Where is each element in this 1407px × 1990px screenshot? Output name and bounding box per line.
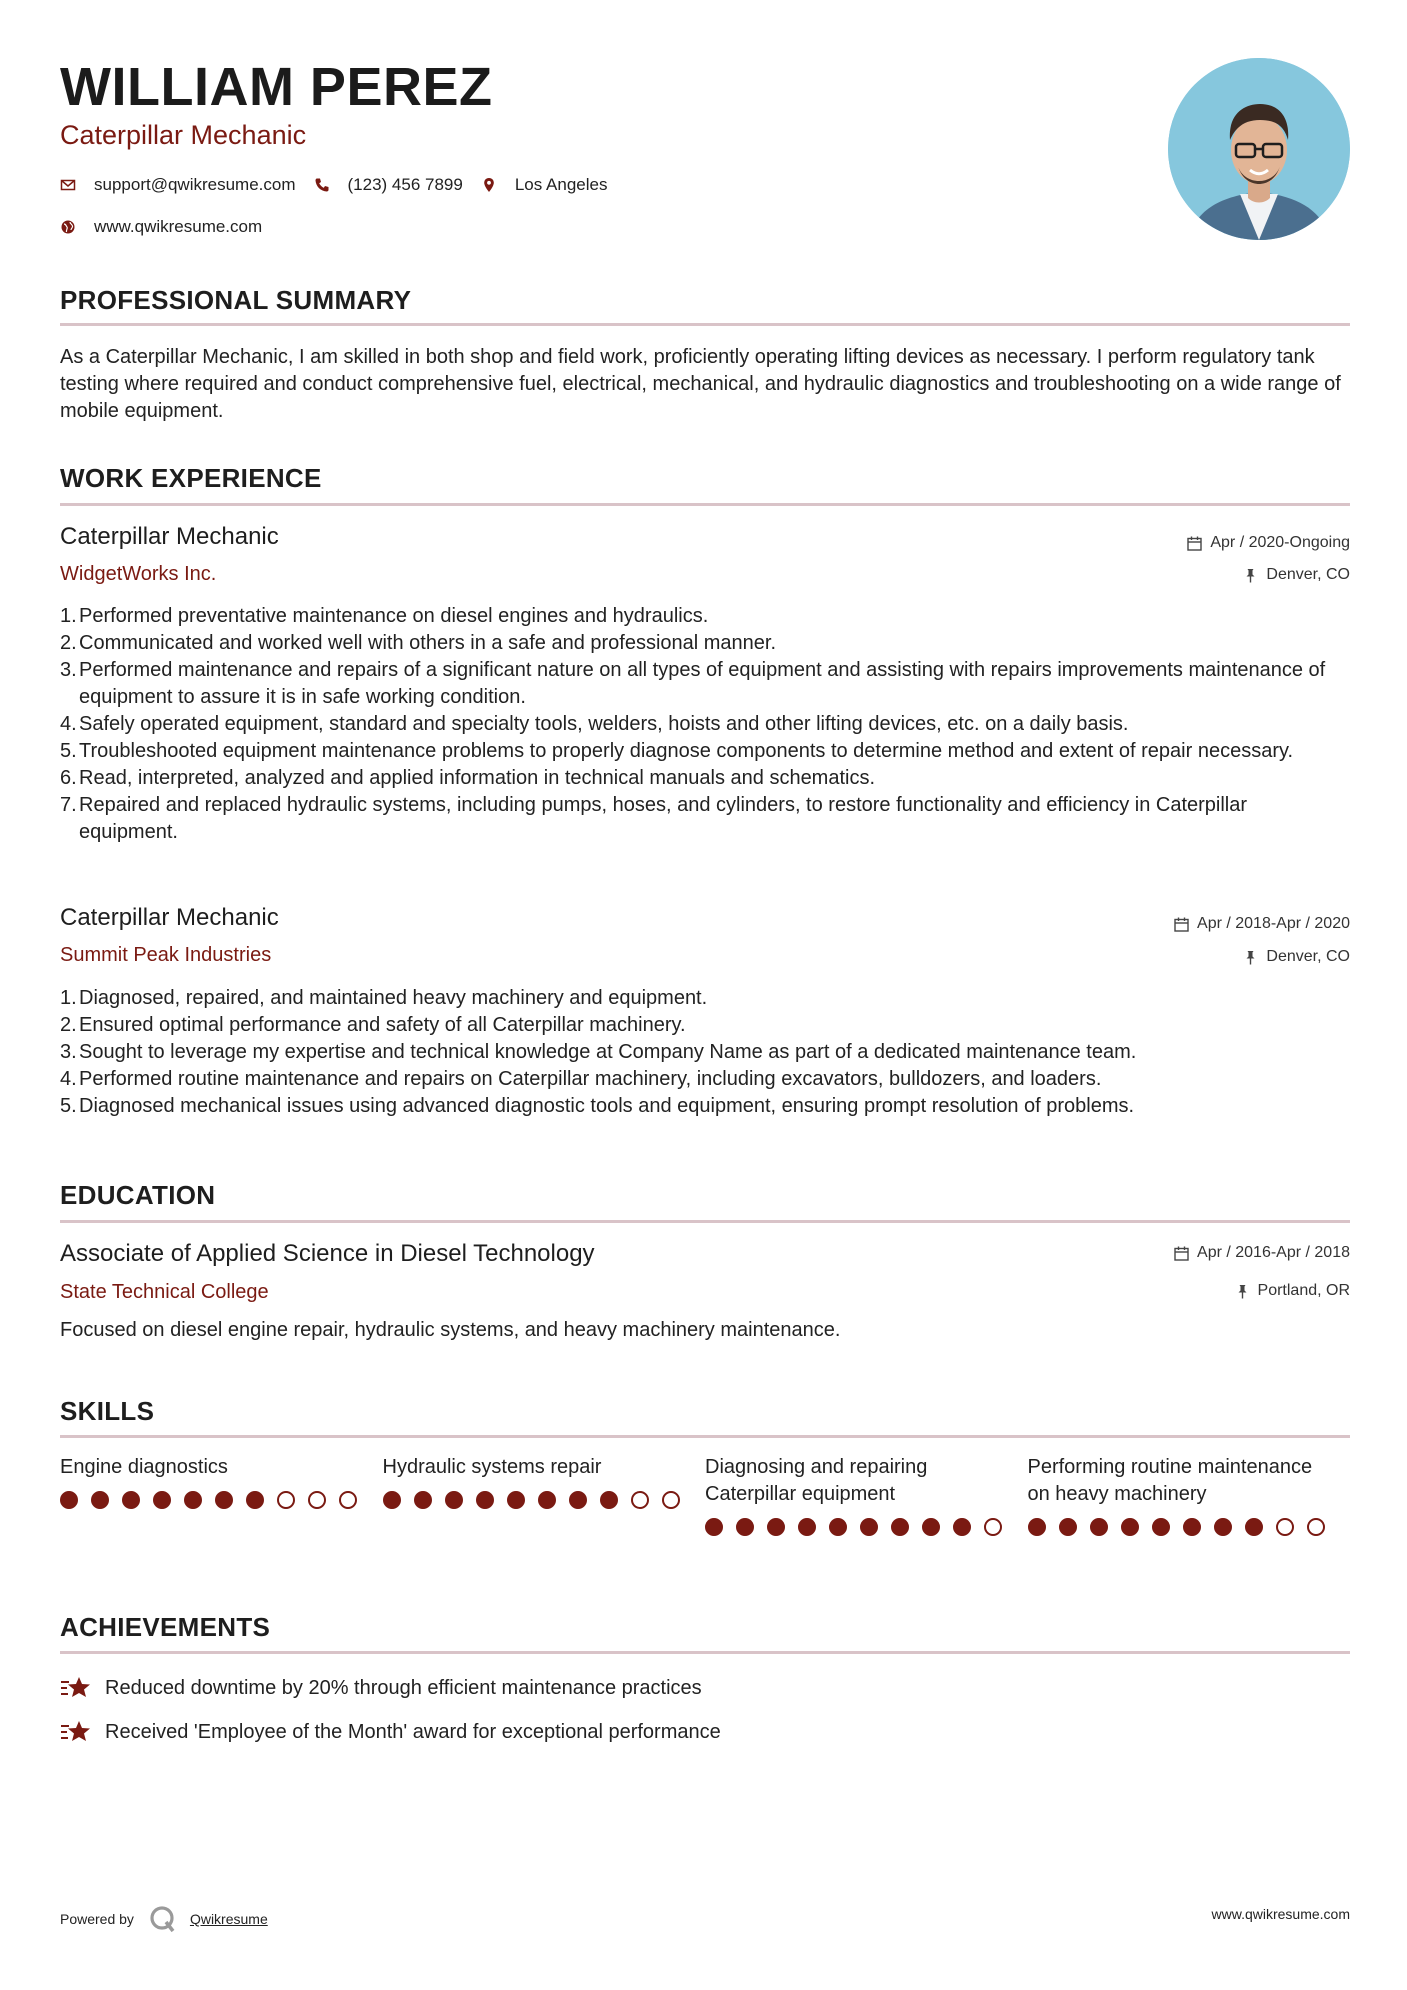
website-link[interactable]: www.qwikresume.com [94, 217, 263, 236]
job-title: Caterpillar Mechanic [60, 904, 279, 931]
pushpin-icon [1235, 1284, 1250, 1299]
rating-dot-filled [1028, 1518, 1046, 1536]
section-divider [60, 1651, 1350, 1654]
rating-dot-empty [339, 1491, 357, 1509]
job-title: Caterpillar Mechanic [60, 523, 279, 550]
brand-link[interactable]: Qwikresume [189, 1911, 268, 1927]
rating-dot-filled [215, 1491, 233, 1509]
job-location: Denver, CO [1243, 948, 1350, 966]
rating-dot-filled [445, 1491, 463, 1509]
skill-rating [1028, 1518, 1351, 1536]
list-item: 7. Repaired and replaced hydraulic systems, including pumps, hoses, and cylinders, to restore functionality and efficiency in Caterpillar equipment. [60, 794, 1248, 843]
calendar-icon [1174, 1246, 1189, 1261]
list-item: 4. Performed routine maintenance and repairs on Caterpillar machinery, including excavators, bulldozers, and loaders. [60, 1068, 1102, 1090]
skill-name: Performing routine maintenance on heavy machinery [1027, 1456, 1313, 1505]
list-item: 5. Diagnosed mechanical issues using advanced diagnostic tools and equipment, ensuring prompt resolution of problems. [60, 1095, 1135, 1117]
rating-dot-filled [600, 1491, 618, 1509]
skill-item [383, 1454, 706, 1536]
calendar-icon [1187, 536, 1202, 551]
email-icon [60, 177, 76, 193]
section-divider [60, 323, 1350, 326]
job-responsibilities [60, 603, 1350, 846]
rating-dot-filled [1245, 1518, 1263, 1536]
rating-dot-filled [538, 1491, 556, 1509]
section-divider [60, 503, 1350, 506]
list-item: 2. Communicated and worked well with others in a safe and professional manner. [60, 632, 777, 654]
list-item: 2. Ensured optimal performance and safety of all Caterpillar machinery. [60, 1014, 686, 1036]
rating-dot-empty [631, 1491, 649, 1509]
location-pin-icon [481, 177, 497, 193]
education-location: Portland, OR [1235, 1282, 1350, 1300]
rating-dot-empty [308, 1491, 326, 1509]
rating-dot-empty [984, 1518, 1002, 1536]
achievement-item: Received 'Employee of the Month' award for exceptional performance [60, 1718, 721, 1746]
summary-text: As a Caterpillar Mechanic, I am skilled in both shop and field work, proficiently operating lifting devices as necessary. I perform regulatory tank testing where required and conduct comprehensive fuel, electrical, mechanical, and hydraulic diagnostics and troubleshooting on a wide range of mobile equipment. [60, 346, 1341, 422]
skill-name: Engine diagnostics [60, 1456, 228, 1478]
rating-dot-filled [1121, 1518, 1139, 1536]
rating-dot-filled [184, 1491, 202, 1509]
skill-rating [383, 1491, 706, 1509]
company-name: WidgetWorks Inc. [60, 563, 217, 585]
pushpin-icon [1243, 950, 1258, 965]
calendar-icon [1174, 917, 1189, 932]
skills-heading: SKILLS [60, 1396, 155, 1426]
list-item: 5. Troubleshooted equipment maintenance problems to properly diagnose components to determine method and extent of repair necessary. [60, 740, 1294, 762]
summary-heading: PROFESSIONAL SUMMARY [60, 285, 412, 315]
rating-dot-filled [1214, 1518, 1232, 1536]
candidate-role: Caterpillar Mechanic [60, 120, 307, 150]
school-name: State Technical College [60, 1281, 269, 1303]
rating-dot-filled [1059, 1518, 1077, 1536]
rating-dot-filled [767, 1518, 785, 1536]
company-name: Summit Peak Industries [60, 944, 272, 966]
job-dates: Apr / 2020-Ongoing [1187, 534, 1350, 552]
qwikresume-logo-icon [148, 1904, 178, 1934]
rating-dot-filled [507, 1491, 525, 1509]
rating-dot-filled [476, 1491, 494, 1509]
footer-url[interactable]: www.qwikresume.com [1211, 1906, 1350, 1922]
education-heading: EDUCATION [60, 1180, 216, 1210]
list-item: 3. Performed maintenance and repairs of a significant nature on all types of equipment and assisting with repairs improvements maintenance of equipment to assure it is in safe working condition. [60, 659, 1326, 708]
rating-dot-filled [798, 1518, 816, 1536]
rating-dot-filled [1183, 1518, 1201, 1536]
rating-dot-empty [1307, 1518, 1325, 1536]
skill-item [60, 1454, 383, 1536]
list-item: 6. Read, interpreted, analyzed and applied information in technical manuals and schematics. [60, 767, 876, 789]
rating-dot-filled [1090, 1518, 1108, 1536]
skills-list [60, 1454, 1350, 1536]
rating-dot-filled [246, 1491, 264, 1509]
list-item: 3. Sought to leverage my expertise and technical knowledge at Company Name as part of a dedicated maintenance team. [60, 1041, 1137, 1063]
achievements-heading: ACHIEVEMENTS [60, 1612, 271, 1642]
powered-by-label: Powered by [60, 1911, 134, 1927]
skill-rating [705, 1518, 1028, 1536]
rating-dot-empty [662, 1491, 680, 1509]
list-item: 4. Safely operated equipment, standard and specialty tools, welders, hoists and other lifting devices, etc. on a daily basis. [60, 713, 1129, 735]
job-responsibilities [60, 985, 1350, 1120]
skill-rating [60, 1491, 383, 1509]
email-link[interactable]: support@qwikresume.com [94, 175, 296, 194]
phone-number: (123) 456 7899 [347, 175, 463, 194]
rating-dot-filled [60, 1491, 78, 1509]
rating-dot-filled [383, 1491, 401, 1509]
skill-item [1028, 1454, 1351, 1536]
achievement-item: Reduced downtime by 20% through efficient maintenance practices [60, 1674, 702, 1702]
job-location: Denver, CO [1243, 566, 1350, 584]
skill-name: Hydraulic systems repair [382, 1456, 602, 1478]
rating-dot-filled [736, 1518, 754, 1536]
rating-dot-filled [922, 1518, 940, 1536]
skill-name: Diagnosing and repairing Caterpillar equipment [705, 1456, 928, 1505]
rating-dot-filled [569, 1491, 587, 1509]
section-divider [60, 1435, 1350, 1438]
list-item: 1. Diagnosed, repaired, and maintained heavy machinery and equipment. [60, 987, 708, 1009]
rating-dot-filled [891, 1518, 909, 1536]
star-award-icon [60, 1718, 92, 1746]
section-divider [60, 1220, 1350, 1223]
rating-dot-empty [277, 1491, 295, 1509]
degree-title: Associate of Applied Science in Diesel Technology [60, 1240, 595, 1267]
rating-dot-filled [153, 1491, 171, 1509]
rating-dot-filled [829, 1518, 847, 1536]
globe-icon [60, 219, 76, 235]
education-description: Focused on diesel engine repair, hydraulic systems, and heavy machinery maintenance. [60, 1319, 841, 1341]
location-text: Los Angeles [514, 175, 608, 194]
rating-dot-filled [122, 1491, 140, 1509]
list-item: 1. Performed preventative maintenance on diesel engines and hydraulics. [60, 605, 709, 627]
education-dates: Apr / 2016-Apr / 2018 [1174, 1244, 1350, 1262]
pushpin-icon [1243, 568, 1258, 583]
rating-dot-filled [414, 1491, 432, 1509]
experience-heading: WORK EXPERIENCE [60, 463, 322, 493]
rating-dot-empty [1276, 1518, 1294, 1536]
rating-dot-filled [91, 1491, 109, 1509]
candidate-name: WILLIAM PEREZ [60, 57, 493, 117]
rating-dot-filled [705, 1518, 723, 1536]
profile-photo [1168, 58, 1350, 240]
rating-dot-filled [860, 1518, 878, 1536]
rating-dot-filled [1152, 1518, 1170, 1536]
footer-branding [60, 1904, 268, 1934]
rating-dot-filled [953, 1518, 971, 1536]
phone-icon [314, 177, 330, 193]
contact-info [60, 172, 625, 256]
skill-item [705, 1454, 1028, 1536]
job-dates: Apr / 2018-Apr / 2020 [1174, 915, 1350, 933]
star-award-icon [60, 1674, 92, 1702]
